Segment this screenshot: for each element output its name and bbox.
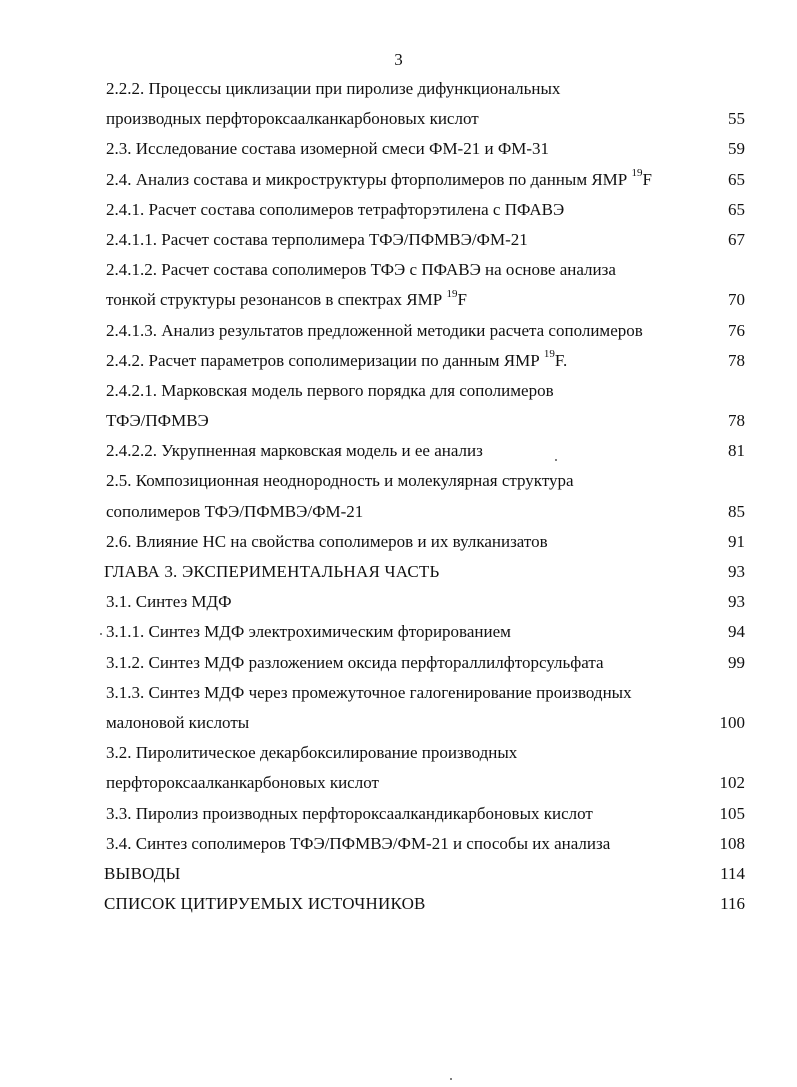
toc-page-number: 65 <box>728 169 745 189</box>
toc-entry-text: 3.2. Пиролитическое декарбоксилирование производных <box>106 743 518 763</box>
toc-entry-title <box>106 285 467 315</box>
toc-entry-text-suffix: F. <box>554 350 568 370</box>
toc-entry-title <box>106 738 517 768</box>
toc-entry-title <box>106 195 564 225</box>
toc-entry-title <box>106 829 610 859</box>
toc-entry <box>0 587 797 617</box>
toc-page-number: 67 <box>728 229 745 249</box>
toc-entry-text: 2.4.2. Расчет параметров сополимеризации по данным ЯМР <box>106 350 540 370</box>
toc-page-number: 93 <box>728 592 745 612</box>
toc-entry-title <box>106 255 616 285</box>
toc-entry <box>0 436 797 466</box>
toc-entry-text: 2.4.2.2. Укрупненная марковская модель и ее анализ <box>106 441 483 461</box>
toc-page-number: 100 <box>719 712 745 732</box>
scan-speck <box>450 1078 452 1080</box>
toc-entry-text: 2.4.1.3. Анализ результатов предложенной методики расчета сополимеров <box>106 320 643 340</box>
toc-page-number: 94 <box>728 622 745 642</box>
toc-entry <box>0 557 797 587</box>
toc-entry-text: 3.1.3. Синтез МДФ через промежуточное галогенирование производных <box>106 682 632 702</box>
toc-entry-title <box>106 346 567 376</box>
toc-entry-text: ГЛАВА 3. ЭКСПЕРИМЕНТАЛЬНАЯ ЧАСТЬ <box>104 562 440 581</box>
toc-entry-title <box>106 678 632 708</box>
toc-entry-title <box>106 104 479 134</box>
toc-entry-text-suffix: F <box>457 290 467 310</box>
toc-entry-title <box>106 134 549 164</box>
toc-entry-title <box>106 376 554 406</box>
toc-page-number: 116 <box>720 894 745 914</box>
toc-entry <box>0 134 797 164</box>
toc-entry-text: тонкой структуры резонансов в спектрах ЯМР <box>106 290 443 310</box>
toc-entry <box>0 466 797 496</box>
toc-page-number: 108 <box>719 833 745 853</box>
toc-entry-text: 3.1.2. Синтез МДФ разложением оксида перфтораллилфторсульфата <box>106 652 604 672</box>
toc-entry <box>0 829 797 859</box>
toc-entry <box>0 104 797 134</box>
toc-entry-text: 2.2.2. Процессы циклизации при пиролизе дифункциональных <box>106 79 561 98</box>
toc-page-number: 93 <box>728 562 745 581</box>
toc-entry-title <box>104 889 426 919</box>
toc-entry <box>0 708 797 738</box>
toc-entry <box>0 738 797 768</box>
toc-entry-text: СПИСОК ЦИТИРУЕМЫХ ИСТОЧНИКОВ <box>104 894 426 914</box>
toc-entry-title <box>106 527 548 557</box>
toc-entry <box>0 165 797 195</box>
toc-page-number: 59 <box>728 139 745 159</box>
superscript: 19 <box>543 348 555 361</box>
toc-entry-title <box>106 768 379 798</box>
toc-page-number: 81 <box>728 441 745 461</box>
toc-entry <box>0 346 797 376</box>
toc-entry <box>0 799 797 829</box>
toc-page-number: 78 <box>728 411 745 431</box>
toc-entry-text: 2.4.1.2. Расчет состава сополимеров ТФЭ с ПФАВЭ на основе анализа <box>106 260 616 280</box>
scan-speck <box>555 459 557 461</box>
toc-entry-title <box>106 225 528 255</box>
page-number: 3 <box>394 50 403 69</box>
toc-entry <box>0 678 797 708</box>
toc-entry <box>0 648 797 678</box>
toc-entry-title <box>106 799 593 829</box>
toc-entry <box>0 768 797 798</box>
superscript: 19 <box>631 166 643 179</box>
toc-page-number: 78 <box>728 350 745 370</box>
toc-entry-text: 2.5. Композиционная неоднородность и молекулярная структура <box>106 471 574 491</box>
toc-entry-title <box>104 859 181 889</box>
scan-speck <box>100 633 102 635</box>
toc-entry <box>0 889 797 919</box>
toc-entry-text: 3.3. Пиролиз производных перфтороксаалкандикарбоновых кислот <box>106 803 593 823</box>
superscript: 19 <box>446 287 458 300</box>
toc-entry <box>0 195 797 225</box>
toc-page-number: 85 <box>728 501 745 521</box>
toc-entry-text: ТФЭ/ПФМВЭ <box>106 411 209 431</box>
toc-page-number: 65 <box>728 199 745 219</box>
toc-entry-text: 3.4. Синтез сополимеров ТФЭ/ПФМВЭ/ФМ-21 и способы их анализа <box>106 833 611 853</box>
toc-entry-title <box>106 316 643 346</box>
toc-entry-title <box>106 466 574 496</box>
toc-entry-text: малоновой кислоты <box>106 712 250 732</box>
toc-entry <box>0 255 797 285</box>
toc-page-number: 105 <box>719 803 745 823</box>
toc-page-number: 114 <box>720 863 745 883</box>
toc-page-number: 91 <box>728 531 745 551</box>
toc-entry-text: сополимеров ТФЭ/ПФМВЭ/ФМ-21 <box>106 501 364 521</box>
table-of-contents <box>0 74 797 919</box>
toc-entry-title <box>106 497 363 527</box>
toc-entry <box>0 285 797 315</box>
toc-page-number: 55 <box>728 109 745 129</box>
toc-entry <box>0 316 797 346</box>
toc-entry <box>0 376 797 406</box>
toc-entry <box>0 225 797 255</box>
toc-entry-text: производных перфтороксаалканкарбоновых кислот <box>106 109 479 129</box>
toc-entry-title <box>106 648 604 678</box>
toc-entry-text: 2.4.2.1. Марковская модель первого порядка для сополимеров <box>106 380 554 400</box>
toc-entry-text: 2.3. Исследование состава изомерной смеси ФМ-21 и ФМ-31 <box>106 139 550 159</box>
toc-page-number: 76 <box>728 320 745 340</box>
toc-entry-text: 2.4.1.1. Расчет состава терполимера ТФЭ/ПФМВЭ/ФМ-21 <box>106 229 528 249</box>
toc-entry-title <box>104 557 439 587</box>
toc-entry-title <box>106 617 511 647</box>
toc-entry-text: 3.1. Синтез МДФ <box>106 592 232 612</box>
toc-entry-title <box>106 587 232 617</box>
toc-page-number: 70 <box>728 290 745 310</box>
toc-entry-text: 2.6. Влияние НС на свойства сополимеров и их вулканизатов <box>106 531 548 551</box>
toc-entry-text-suffix: F <box>642 169 652 189</box>
toc-entry-title <box>106 708 249 738</box>
toc-entry-title <box>106 406 209 436</box>
toc-entry-text: перфтороксаалканкарбоновых кислот <box>106 773 379 793</box>
toc-entry <box>0 406 797 436</box>
toc-entry <box>0 527 797 557</box>
toc-entry <box>0 617 797 647</box>
toc-entry-title <box>106 165 652 195</box>
toc-entry-title <box>106 74 560 104</box>
toc-page-number: 102 <box>719 773 745 793</box>
toc-entry-text: 2.4.1. Расчет состава сополимеров тетрафторэтилена с ПФАВЭ <box>106 199 565 219</box>
toc-entry <box>0 74 797 104</box>
toc-page-number: 99 <box>728 652 745 672</box>
toc-entry <box>0 497 797 527</box>
toc-entry-text: 3.1.1. Синтез МДФ электрохимическим фторированием <box>106 622 511 642</box>
toc-entry-text: 2.4. Анализ состава и микроструктуры фторполимеров по данным ЯМР <box>106 169 628 189</box>
toc-entry-title <box>106 436 483 466</box>
toc-entry <box>0 859 797 889</box>
toc-entry-text: ВЫВОДЫ <box>104 863 181 883</box>
